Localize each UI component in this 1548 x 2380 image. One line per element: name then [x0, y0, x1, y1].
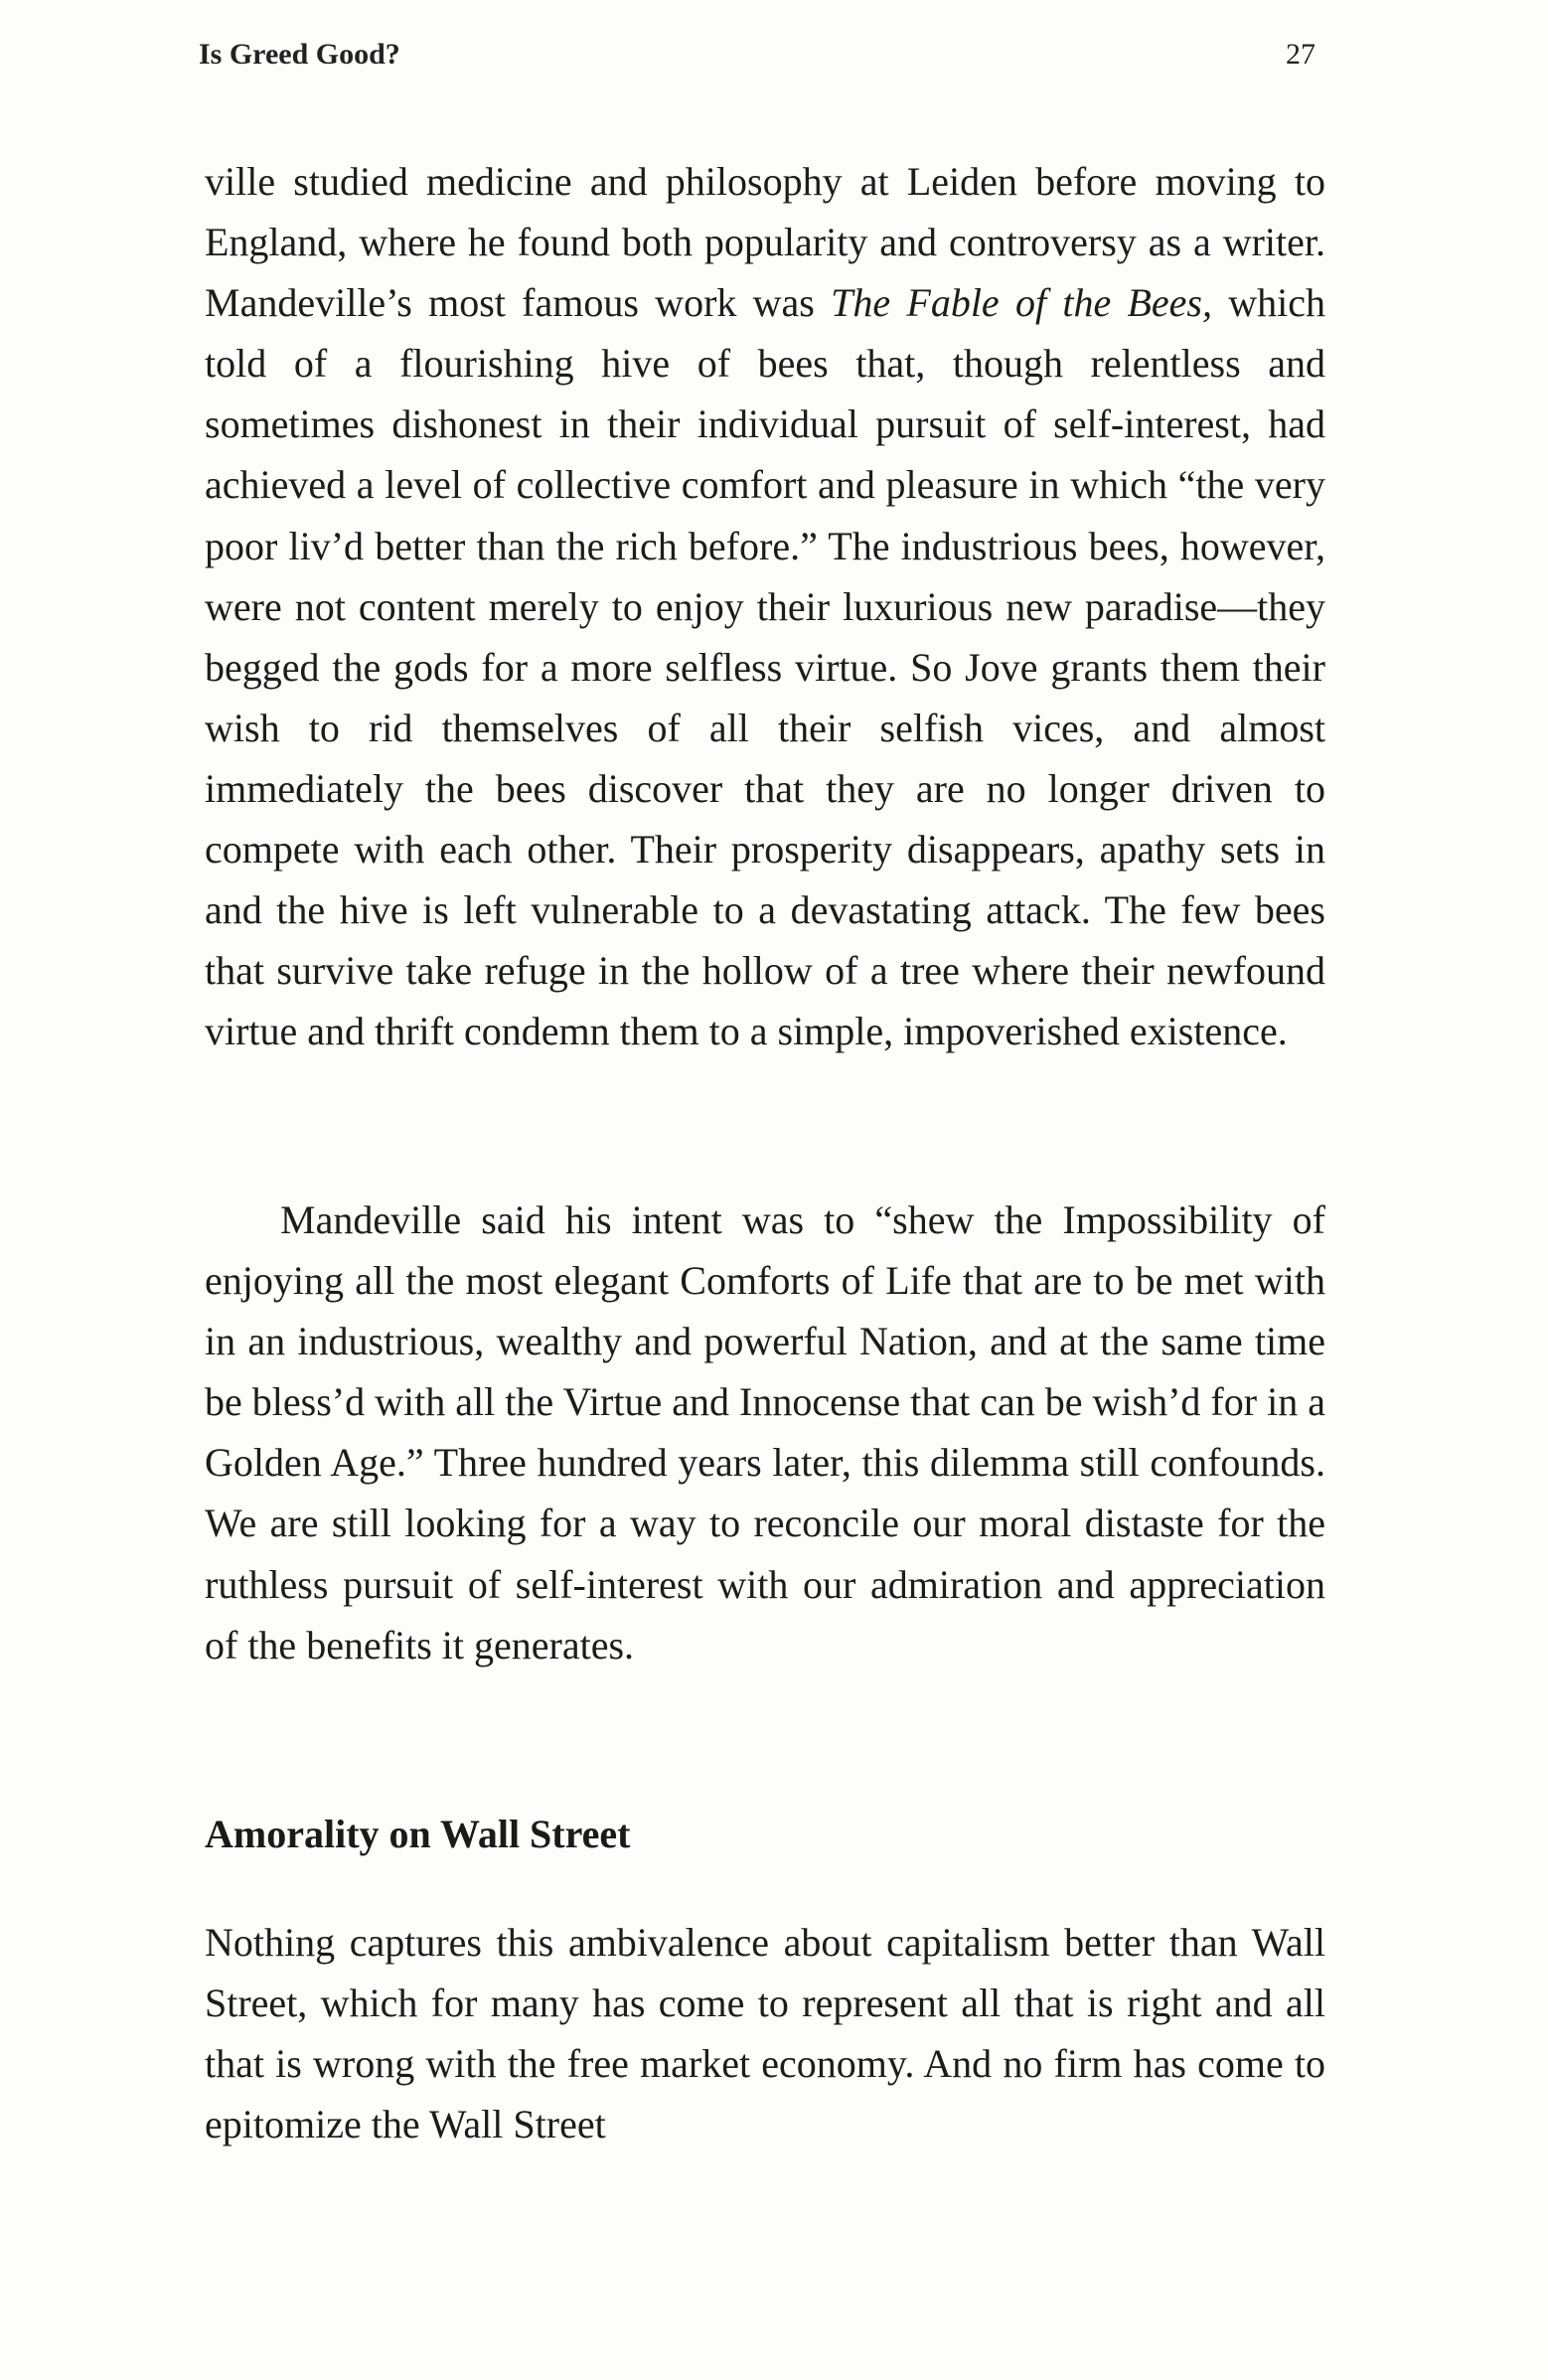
section-heading: Amorality on Wall Street	[205, 1812, 631, 1856]
book-title: The Fable of the Bees,	[831, 280, 1212, 326]
body-paragraph-3: Nothing captures this ambivalence about capitalism better than Wall Street, which for many has come to represent all that is right and all that is wrong with the free market economy. And no firm has come to epitomize the Wall Street	[205, 1920, 1325, 2147]
page-number: 27	[1286, 38, 1316, 71]
paragraph-text: which told of a flourishing hive of bees that, though relentless and sometimes dishonest in their individual pursuit of self-interest, had achieved a level of collective comfort and pleasure in which “the very poor liv’d better than the rich before.” The industrious bees, however, were not content merely to enjoy their luxurious new paradise—they begged the gods for a more selfless virtue. So Jove grants them their wish to rid themselves of all their selfish vices, and almost immediately the bees discover that they are no longer driven to compete with each other. Their prosperity disappears, apathy sets in and the hive is left vulnerable to a devastating attack. The few bees that survive take refuge in the hollow of a tree where their newfound virtue and thrift condemn them to a simple, impoverished existence.	[205, 280, 1325, 1054]
body-paragraph-1	[205, 151, 1325, 1061]
running-title: Is Greed Good?	[199, 38, 400, 71]
body-paragraph-2: Mandeville said his intent was to “shew the Impossibility of enjoying all the most elegant Comforts of Life that are to be met with in an industrious, wealthy and powerful Nation, and at the same time be bless’d with all the Virtue and Innocense that can be wish’d for in a Golden Age.” Three hundred years later, this dilemma still confounds. We are still looking for a way to reconcile our moral distaste for the ruthless pursuit of self-interest with our admiration and appreciation of the benefits it generates.	[205, 1197, 1325, 1667]
running-header	[199, 38, 1316, 81]
paragraph-text: ville studied medicine and philosophy at Leiden before moving to England, where he found both popularity and controversy as a writer. Mandeville’s most famous work was	[205, 159, 1325, 326]
